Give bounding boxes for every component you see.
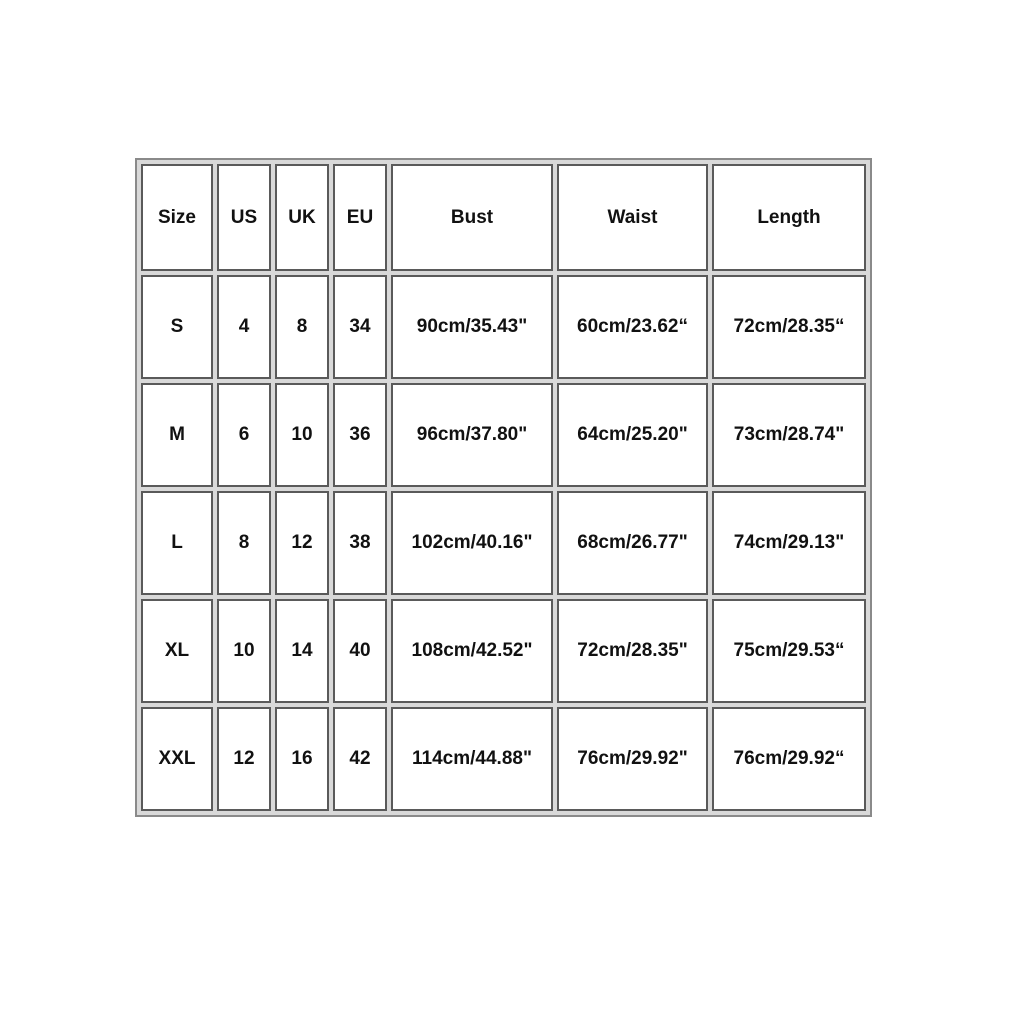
cell-uk: 12 xyxy=(275,491,329,595)
header-length: Length xyxy=(712,164,866,271)
cell-uk: 14 xyxy=(275,599,329,703)
cell-uk: 8 xyxy=(275,275,329,379)
table-row xyxy=(141,275,866,379)
header-waist: Waist xyxy=(557,164,708,271)
cell-length: 74cm/29.13" xyxy=(712,491,866,595)
cell-size: XXL xyxy=(141,707,213,811)
header-uk: UK xyxy=(275,164,329,271)
header-row xyxy=(141,164,866,271)
cell-size: L xyxy=(141,491,213,595)
size-chart-table xyxy=(135,158,872,817)
cell-length: 72cm/28.35“ xyxy=(712,275,866,379)
cell-us: 10 xyxy=(217,599,271,703)
table-row xyxy=(141,599,866,703)
cell-size: S xyxy=(141,275,213,379)
header-size: Size xyxy=(141,164,213,271)
cell-waist: 60cm/23.62“ xyxy=(557,275,708,379)
cell-eu: 38 xyxy=(333,491,387,595)
table-row xyxy=(141,383,866,487)
cell-length: 76cm/29.92“ xyxy=(712,707,866,811)
cell-size: XL xyxy=(141,599,213,703)
cell-size: M xyxy=(141,383,213,487)
cell-waist: 68cm/26.77" xyxy=(557,491,708,595)
cell-length: 75cm/29.53“ xyxy=(712,599,866,703)
cell-eu: 34 xyxy=(333,275,387,379)
cell-bust: 114cm/44.88" xyxy=(391,707,553,811)
cell-us: 8 xyxy=(217,491,271,595)
cell-us: 6 xyxy=(217,383,271,487)
header-us: US xyxy=(217,164,271,271)
cell-eu: 40 xyxy=(333,599,387,703)
cell-uk: 10 xyxy=(275,383,329,487)
header-bust: Bust xyxy=(391,164,553,271)
table-row xyxy=(141,707,866,811)
cell-waist: 72cm/28.35" xyxy=(557,599,708,703)
cell-waist: 76cm/29.92" xyxy=(557,707,708,811)
header-eu: EU xyxy=(333,164,387,271)
cell-bust: 96cm/37.80" xyxy=(391,383,553,487)
cell-eu: 42 xyxy=(333,707,387,811)
cell-us: 4 xyxy=(217,275,271,379)
table-row xyxy=(141,491,866,595)
cell-bust: 102cm/40.16" xyxy=(391,491,553,595)
cell-bust: 108cm/42.52" xyxy=(391,599,553,703)
cell-uk: 16 xyxy=(275,707,329,811)
cell-us: 12 xyxy=(217,707,271,811)
cell-length: 73cm/28.74" xyxy=(712,383,866,487)
cell-eu: 36 xyxy=(333,383,387,487)
cell-waist: 64cm/25.20" xyxy=(557,383,708,487)
cell-bust: 90cm/35.43" xyxy=(391,275,553,379)
